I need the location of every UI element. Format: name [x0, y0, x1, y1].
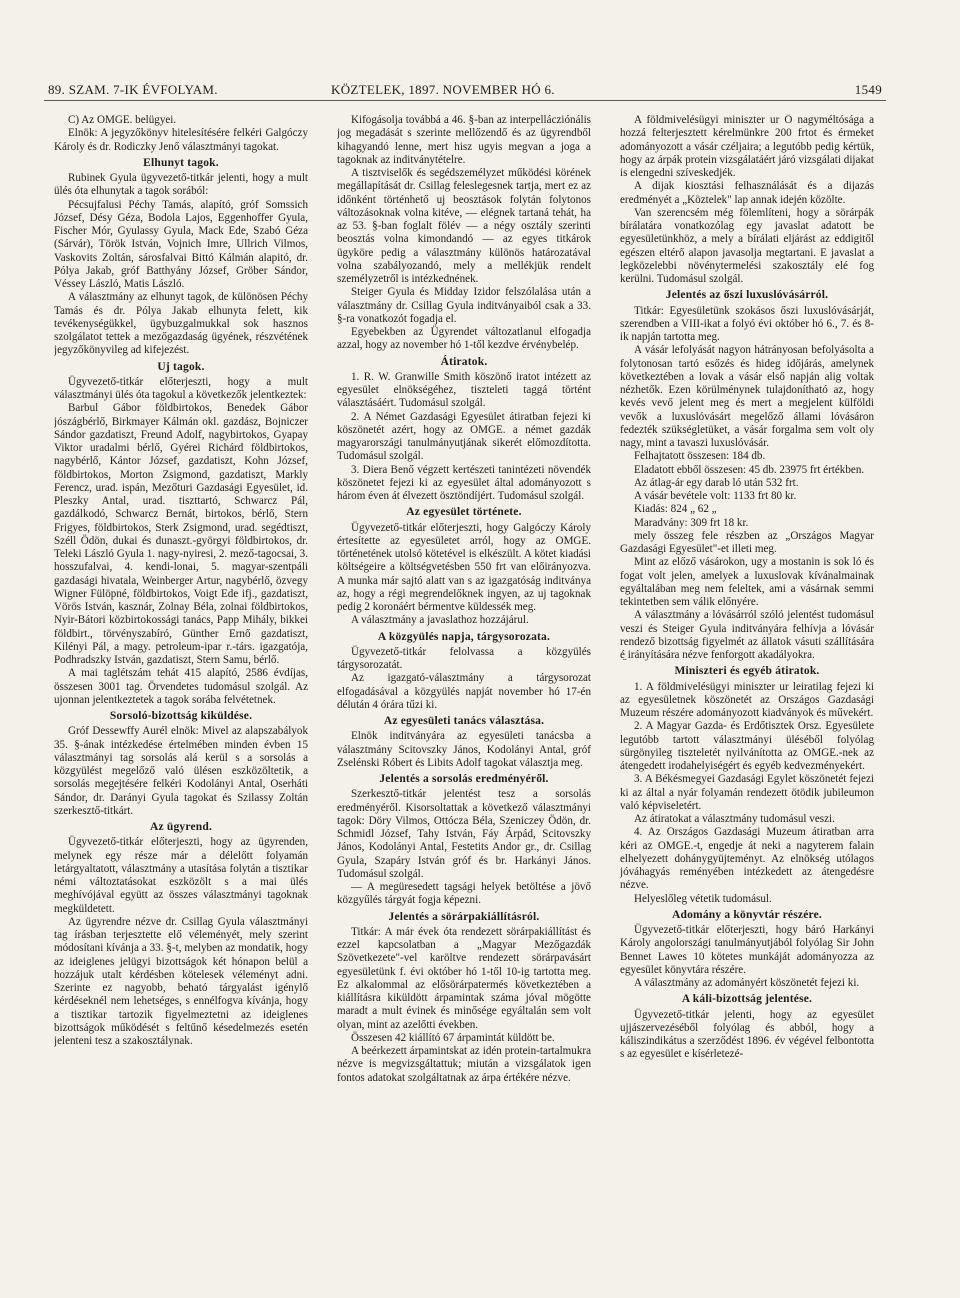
- section-heading: Sorsoló-bizottság kiküldése.: [109, 710, 253, 722]
- paragraph: C) Az OMGE. belügyei.: [68, 114, 177, 126]
- paragraph: Elnök: A jegyzőkönyv hitelesítésére felkéri Galgóczy Károly és dr. Rodiczky Jenő választmányi tagokat.: [54, 127, 308, 153]
- section-heading: A káli-bizottság jelentése.: [681, 993, 813, 1006]
- paragraph: Maradvány: 309 frt 18 kr.: [634, 516, 749, 529]
- paragraph: A választmány az elhunyt tagok, de különösen Péchy Tamás és dr. Pólya Jakab elhunyta felett, kik tevékenységükkel, ügybuzgalmukkal sok hasznos szolgálatot tettek a mezőgazdaság ügyének, részvétének jegyzőkönyvileg ad kifejezést.: [54, 291, 308, 357]
- paragraph: A tisztviselők és segédszemélyzet működési körének megállapítását dr. Csillag feleslegesnek tartja, mert ez az időnként történhető uj beosztások folytán folytonos változásoknak volna kitéve, — elégnek tartaná tehát, ha az 53. §-ban foglalt fölév — a négy osztály szerinti beosztás volna kimondandó — az egyes titkárok ügyköre pedig a választmány különös határozatával volna szabályozandó, mely a mellékjük rendelt személyzetről is intézkednének.: [337, 167, 591, 285]
- paragraph: Felhajtatott összesen: 184 db.: [634, 450, 766, 463]
- paragraph: Összesen 42 kiállító 67 árpamintát küldött be.: [351, 1031, 555, 1044]
- paragraph: Ügyvezető-titkár felolvassa a közgyülés tárgysorozatát.: [337, 645, 591, 671]
- paragraph: Gróf Dessewffy Aurél elnök: Mivel az alapszabályok 35. §-ának intézkedése értelmében minden évben 15 választmányi tag sorsolás alá kerül s a sorsolás a közgyülést megelőző való ülésen eszközöltetik, a sorsolás megejtésére felkéri Kodolányi Antal, Oserháti Sándor, dr. Darányi Gyula tagokat és Szilassy Zoltán szerkesztő-titkárt.: [54, 725, 308, 817]
- paragraph: — A megüresedett tagsági helyek betöltése a jövő közgyűlés tárgyát fogja képezni.: [337, 881, 591, 907]
- paragraph: Elnök inditványára az egyesületi tanácsba a választmány Scitovszky János, Kodolányi Antal, gróf Zselénski Róbert és Libits Adolf tagokat választja meg.: [337, 730, 591, 769]
- paragraph: Van szerencsém még fölemlíteni, hogy a sörárpák bírálatára vonatkozólag egy javaslat adatott be egyesületünkhöz, a mely a bírálati eljárást az eddigitől egészen eltérő alapon javasolja megtartani. E javaslat a legközelebbi növénytermelési szakosztály elé fog kerülni. Tudomásul szolgál.: [620, 206, 874, 285]
- paragraph: 2. A Német Gazdasági Egyesület átiratban fejezi ki köszönetét azért, hogy az OMGE. a német gazdák magyarországi tanulmányutjának sikerét előmozdította. Tudomásul szolgál.: [337, 410, 591, 463]
- section-heading: Jelentés a sörárpakiállításról.: [388, 910, 540, 923]
- section-heading: Átiratok.: [440, 355, 488, 368]
- paragraph: Az igazgató-választmány a tárgysorozat elfogadásával a közgyülés napját november hó 17-én délután 4 órára tűzi ki.: [337, 672, 591, 711]
- paragraph: A választmány az adományért köszönetét fejezi ki.: [634, 977, 860, 989]
- section-heading: Az egyesület története.: [406, 506, 522, 519]
- paragraph: Ügyvezető-titkár előterjeszti, hogy Galgóczy Károly értesítette az egyesületet arról, hogy az OMGE. történetének utolsó kötetével is elkészült. A kötet kiadási költségeire a költségvetésben 550 frt van előirányozva. A munka már sajtó alatt van s az igazgatóság inditványa az, hogy a régi megrendelőknek ingyen, az uj tagoknak pedig 2 koronáért bérmentve küldessék meg.: [337, 521, 591, 613]
- issue-number: 89. SZAM. 7-IK ÉVFOLYAM.: [48, 82, 218, 97]
- paragraph: A választmány a javaslathoz hozzájárul.: [351, 614, 529, 627]
- section-heading: A közgyülés napja, tárgysorozata.: [377, 630, 551, 643]
- paragraph: 3. A Békésmegyei Gazdasági Egylet köszönetét fejezi ki az által a nyár folyamán rendezett ötödik jubileumon való képviseletért.: [620, 773, 874, 812]
- page-number: 1549: [854, 82, 882, 97]
- paragraph: 2. A Magyar Gazda- és Erdőtisztek Orsz. Egyesülete legutóbb tartott választmányi üléséből folyólag sürgönyileg tiszteletét nyilvánította az OMGE.-nek az átengedett irodahelyiségért és egyéb kedvezményekért.: [620, 720, 874, 772]
- section-heading: Adomány a könyvtár részére.: [672, 908, 822, 921]
- paragraph: A mai taglétszám tehát 415 alapító, 2586 évdíjas, összesen 3001 tag. Örvendetes tudomásul szolgál. Az ujonnan jelentkeztetek a tagok sorába felvétetnek.: [54, 667, 308, 706]
- section-heading: Uj tagok.: [157, 360, 205, 373]
- paragraph: A beérkezett árpamintskat az idén protein-tartalmukra nézve is megvizsgáltattuk; miután a vizsgálatok igen fontos adatokat szolgáltatnak az árpa értékére nézve.: [337, 1045, 591, 1084]
- paragraph: 1. R. W. Granwille Smith köszönő iratot intézett az egyesület elnökségéhez, tiszteleti taggá történt választásáért. Tudomásul szolgál.: [337, 370, 591, 410]
- column-2: [337, 114, 591, 1274]
- paragraph: Steiger Gyula és Midday Izidor felszólalása után a választmány dr. Csillag Gyula inditványaiból csak a 33. §-ra vonatkozót fogadja el.: [337, 286, 591, 325]
- paragraph: Ügyvezető-titkár jelenti, hogy az egyesület ujjászervezéséből folyólag és abból, hogy a káliszindikátus a szerződést 1896. év végével felbontotta s az egyesület e kísérletezé-: [620, 1008, 874, 1061]
- publication-date: KÖZTELEK, 1897. NOVEMBER HÓ 6.: [331, 82, 555, 97]
- paragraph: Egyebekben az Ügyrendet változatlanul elfogadja azzal, hogy az november hó 1-től kezdve érvénybelép.: [337, 326, 591, 352]
- paragraph: 3. Diera Benő végzett kertészeti tanintézeti növendék köszönetet fejezi ki az egyesület által adományozott s három éven át élvezett ösztöndíjért. Tudomásul szolgál.: [337, 463, 591, 502]
- column-3: [620, 114, 874, 1274]
- paragraph: mely összeg fele részben az „Országos Magyar Gazdasági Egyesület"-et illeti meg.: [620, 529, 874, 555]
- paragraph: Pécsujfalusi Péchy Tamás, alapító, gróf Somssich József, Désy Géza, Bodola Lajos, Eggenhoffer Gyula, Fischer Mór, Gyulassy Gyula, Mack Ede, Szabó Géza (Sárvár), Török István, Vojnich Imre, Ullrich Vilmos, Vaskovits Zoltán, sárosfalvai Bittó Kálmán alapitó, dr. Pólya Jakab, gróf Batthyány József, Gröber Sándor, Véssey László, Matis László.: [54, 198, 308, 290]
- section-heading: Az egyesületi tanács választása.: [383, 715, 545, 727]
- paragraph: A földmivelésügyi miniszter ur Ő nagyméltósága a hozzá felterjesztett kérelmünkre 200 frtot és érmeket adományozott a vásár czéljaira; a legutóbb pedig kértük, hogy az árpák protein vizsgálatáért járó vizsgálati dijakat is elengedni szíveskedjék.: [620, 114, 874, 179]
- paragraph: A választmány a lóvásárról szóló jelentést tudomásul veszi és Steiger Gyula inditványára felhívja a lóvásár rendező bizottság figyelmét az állatok vásuti szállítására é̤ irányítására nézve fenforgott akadályokra.: [620, 609, 874, 661]
- column-1: [54, 114, 308, 1274]
- paragraph: A vásár bevétele volt: 1133 frt 80 kr.: [634, 490, 797, 502]
- paragraph: Az átiratokat a választmány tudomásul veszi.: [634, 813, 835, 825]
- paragraph: Rubinek Gyula ügyvezető-titkár jelenti, hogy a mult ülés óta elhunytak a tagok sorából:: [54, 172, 308, 198]
- page-header: [48, 82, 882, 102]
- paragraph: Eladatott ebből összesen: 45 db. 23975 frt értékben.: [634, 463, 865, 476]
- section-heading: Miniszteri és egyéb átiratok.: [674, 665, 820, 678]
- paragraph: A vásár lefolyását nagyon hátrányosan befolyásolta a folytonosan tartó esőzés és hideg időjárás, amelynek következtében a lovak a vásár első napján alig voltak nézhetők. Ezen körülménynek tulajdonítható az, hogy kevés vevő jelent meg és mert a megjelent külföldi vevők a luxuslóvásárt megelőző állami lóvásáron fedezték szükségletüket, a vásár forgalma sem volt oly nagy, mint a tavaszi luxuslóvásár.: [620, 344, 874, 449]
- paragraph: 1. A földmivelésügyi miniszter ur leiratilag fejezi ki az egyesületnek köszönetét az Országos Gazdasági Muzeum részére adományozott kiadványok és művekért.: [620, 680, 874, 719]
- paragraph: Helyeslőleg vétetik tudomásul.: [634, 892, 772, 905]
- paragraph: Titkár: Egyesületünk szokásos őszi luxuslóvásárját, szerendben a VIII-ikat a folyó évi október hó 6., 7. és 8-ik napján tartotta meg.: [620, 304, 874, 343]
- paragraph: A dijak kiosztási felhasználását és a dijazás eredményét a „Köztelek" lap annak idején közölte.: [620, 180, 874, 206]
- paragraph: 4. Az Országos Gazdasági Muzeum átiratban arra kéri az OMGE.-t, engedje át neki a nagyterem falain elhelyezett dohánygyüjteményt. Az elnökség utólagos jóváhagyás reményében intézkedett az átengedésre nézve.: [620, 826, 874, 892]
- paragraph: Kifogásolja továbbá a 46. §-ban az interpellácziónális jog megadását s szerinte mellőzendő és az ügyrendből kihagyandó lenne, mert hisz ugyis megvan a joga a tagoknak az inditványtételre.: [337, 114, 591, 166]
- section-heading: Elhunyt tagok.: [143, 156, 219, 169]
- header-rule: [44, 100, 886, 101]
- section-heading: Jelentés az őszi luxuslóvásárról.: [665, 289, 829, 302]
- paragraph: Ügyvezető-titkár előterjeszti, hogy báró Harkányi Károly angolországi tanulmányutjából folyólag Sir John Bennet Lawes 10 kötetes munkáját adományozza az egyesület könyvtára részére.: [620, 924, 874, 976]
- paragraph: Az átlag-ár egy darab ló után 532 frt.: [634, 476, 799, 489]
- paragraph: Ügyvezető-titkár előterjeszti, hogy a mult választmányi ülés óta tagokul a következők jelentkeztek:: [54, 375, 308, 401]
- paragraph: Barbul Gábor földbirtokos, Benedek Gábor jószágbérlő, Birkmayer Kálmán okl. gazdász, Bojniczer Sándor gazdatiszt, Freund Adolf, nagybirtokos, Gyapay Viktor uradalmi bérlő, Gyérei Richárd földbirtokos, nagybérlő, Kántor József, gazdatiszt, Kohn József, földbirtokos, Morton Zsigmond, gazdatiszt, Markly Ferencz, urad. ispán, Mezőturi Gazdasági Egyesület, id. Pleszky Antal, urad. tiszttartó, Schwarcz Pál, gazdálkodó, Schwarcz Bernát, birtokos, bérlő, Stern Frigyes, földbirtokos, Sterk Zsigmond, urad. segédtiszt, Széll Ödön, dukai és dunaszt.-györgyi földbirtokos, dr. Teleki László Gyula 1. nagy-nyiresi, 2. mező-tagocsai, 3. hosszufalvai, 4. kendi-lonai, 5. magyar-szentpáli gazdasági hivatala, Weinberger Artur, nagybérlő, özvegy Wigner Fülöpné, földbirtokos, Voigt Ede ifj., gazdatiszt, Vörös István, kasznár, Zolnay Béla, zolnai földbirtokos, Nyir-Bátori közbirtokossági tanács, Papp Mihály, bikkei földbirt., törvényszabíró, Günther Ernő gazdatiszt, Kilényi Pál, a magy. petroleum-ipar r.-társ. igazgatója, Podhradszky István, gazdatiszt, Stern Samu, bérlő.: [54, 402, 308, 666]
- section-heading: Jelentés a sorsolás eredményéről.: [379, 773, 549, 785]
- paragraph: Ügyvezető-titkár előterjeszti, hogy az ügyrenden, melynek egy része már a délelőtt folyamán letárgyaltatott, választmány a utasítása folytán a tisztikar némi változtatásokat eszközölt s a mai ülés meghívójával együtt az összes választmányi tagoknak megküldetett.: [54, 836, 308, 915]
- paragraph: Kiadás: 824 „ 62 „: [634, 503, 717, 516]
- paragraph: Mint az előző vásárokon, ugy a mostanin is sok ló és fogat volt jelen, amelyek a luxuslovak kívánalmainak egyáltalában meg nem feleltek, ami a vásárnak semmi tekintetben sem válik előnyére.: [620, 556, 874, 608]
- section-heading: Az ügyrend.: [149, 821, 213, 833]
- paragraph: Szerkesztő-titkár jelentést tesz a sorsolás eredményéről. Kisorsoltattak a következő választmányi tagok: Döry Vilmos, Ottócza Béla, Szeniczey Ödön, dr. Schmidl József, Tahy István, Fáy Árpád, Scitovszky János, Kodolányi Antal, Festetits Andor gr., dr. Csillag Gyula, Szapáry István gróf és br. Harkányi János. Tudomásul szolgál.: [337, 788, 591, 880]
- paragraph: Az ügyrendre nézve dr. Csillag Gyula választmányi tag írásban terjesztette elő véleményét, mely szerint módosítani kívánja a 33. §-t, melyben az mondatik, hogy az ideiglenes jelügyi bizottságok két hónapon belül a hozzájuk utalt kérdésben kötelesek véleményt adni. Szerinte ez nagyobb, beható tárgyalást igénylő kérdéseknél nem lehetséges, s ennélfogva kívánja, hogy a tisztikar tartozik figyelmeztetni az ideiglenes bizottságok működését s feltűnő késedelmezés esetén jelenteni tesz a szakosztálynak.: [54, 915, 308, 1047]
- paragraph: Titkár: A már évek óta rendezett sörárpakiállítást és ezzel kapcsolatban a „Magyar Mezőgazdák Szövetkezete"-vel karöltve rendezett sörárpavásárt egyesületünk f. évi október hó 1-től 10-ig tartotta meg. Ez alkalommal az elősörárpatermés következtében a kiállításra kiküldött árpamintak száma jóval mögötte maradt a mult évinek és minősége egyáltalán sem volt olyan, mint az azelőtti években.: [337, 925, 591, 1031]
